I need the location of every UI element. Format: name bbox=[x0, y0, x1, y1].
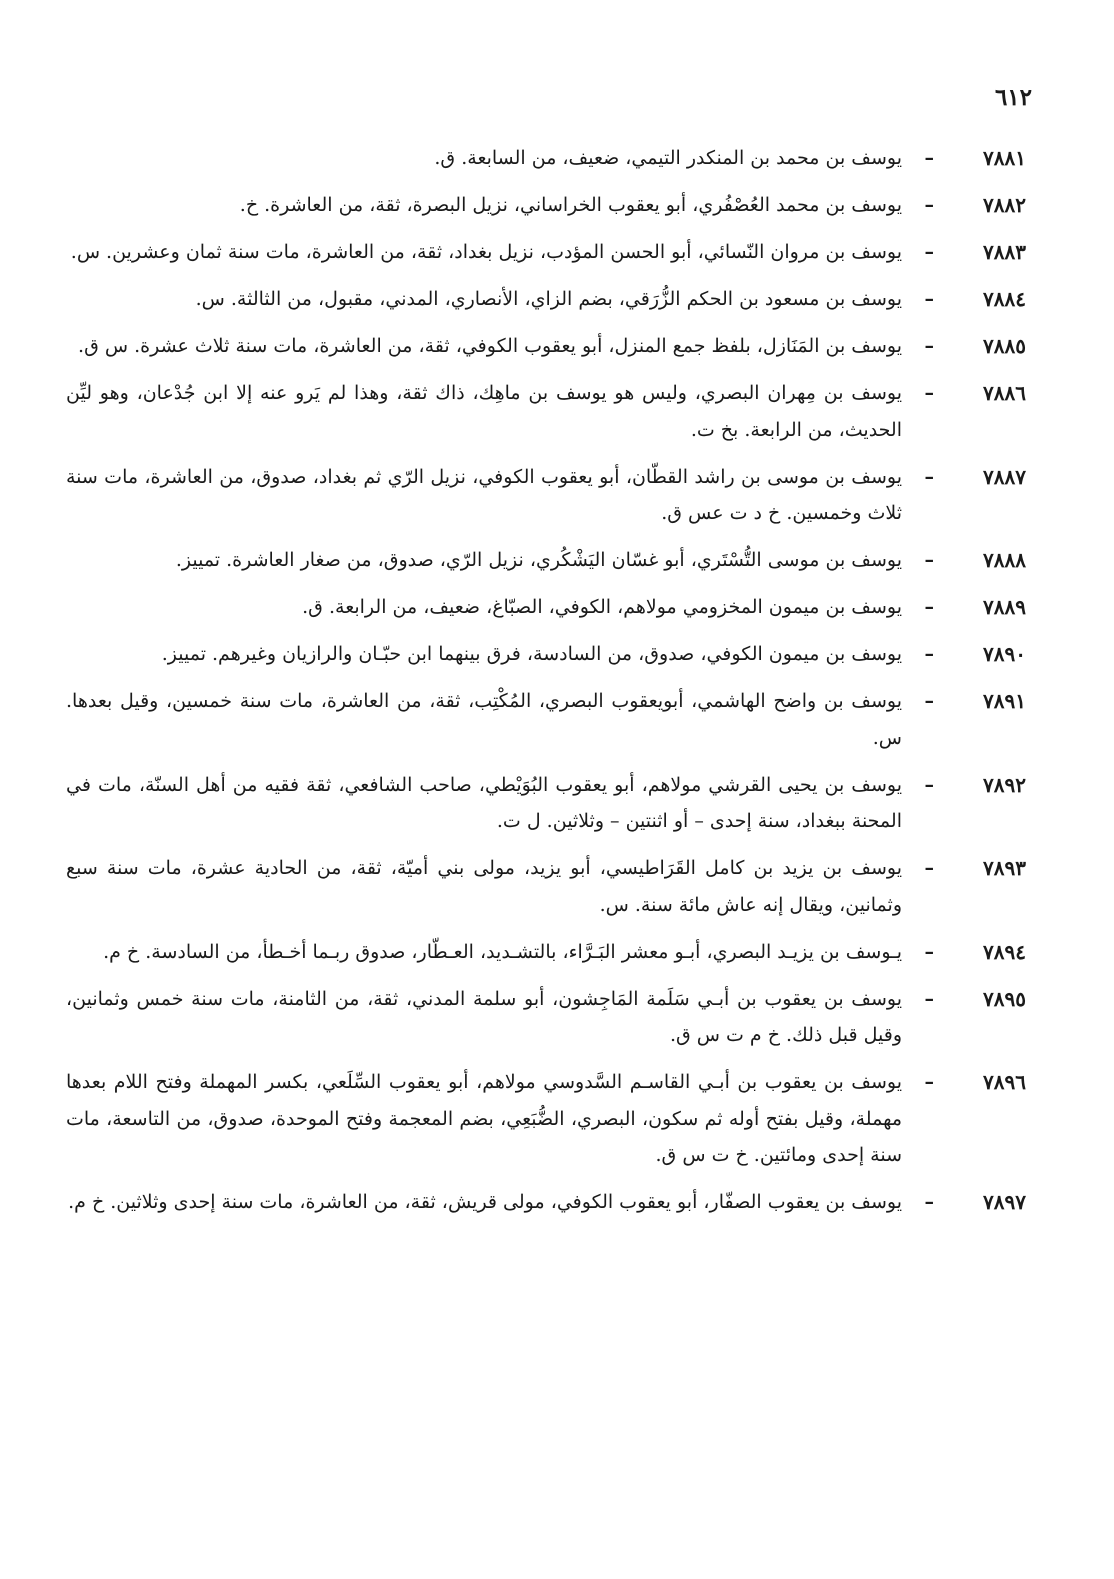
entry-text: يوسف بن موسى بن راشد القطّان، أبو يعقوب الكوفي، نزيل الرّي ثم بغداد، صدوق، من العاشرة، مات سنة ثلاث وخمسين. خ د ت عس ق. bbox=[66, 465, 902, 524]
entry-dash: – bbox=[924, 382, 934, 404]
entry-number: ٧٨٨٦ bbox=[983, 381, 1026, 405]
entry-text: يوسف بن مِهران البصري، وليس هو يوسف بن ماهِك، ذاك ثقة، وهذا لم يَرو عنه إلا ابن جُدْعان، وهو ليِّن الحديث، من الرابعة. بخ ت. bbox=[66, 382, 902, 441]
entry-number: ٧٨٨٢ bbox=[983, 193, 1026, 217]
narrator-entry bbox=[66, 636, 1026, 673]
narrator-entry bbox=[66, 328, 1026, 365]
entry-number: ٧٨٨١ bbox=[983, 146, 1026, 170]
entry-number: ٧٨٩٧ bbox=[983, 1190, 1026, 1214]
narrator-entry bbox=[66, 1064, 1026, 1174]
entry-dash: – bbox=[924, 773, 934, 796]
entry-text: يوسف بن يحيى القرشي مولاهم، أبو يعقوب البُوَيْطي، صاحب الشافعي، ثقة فقيه من أهل السنّة، مات في المحنة ببغداد، سنة إحدى – أو اثنتين – وثلاثين. ل ت. bbox=[66, 773, 902, 832]
narrator-entry bbox=[66, 981, 1026, 1054]
narrator-entry bbox=[66, 281, 1026, 318]
entry-dash: – bbox=[924, 194, 934, 216]
narrator-entry bbox=[66, 234, 1026, 271]
narrator-entries-list bbox=[66, 140, 1026, 1231]
entry-number: ٧٨٩٣ bbox=[983, 856, 1026, 880]
narrator-entry bbox=[66, 767, 1026, 840]
narrator-entry bbox=[66, 140, 1026, 177]
narrator-entry bbox=[66, 589, 1026, 626]
entry-text: يوسف بن يزيد بن كامل القَرَاطيسي، أبو يزيد، مولى بني أميّة، ثقة، من الحادية عشرة، مات سنة سبع وثمانين، ويقال إنه عاش مائة سنة. س. bbox=[66, 857, 902, 916]
entry-text: يوسف بن محمد بن المنكدر التيمي، ضعيف، من السابعة. ق. bbox=[434, 147, 902, 169]
page-number: ٦١٢ bbox=[994, 84, 1032, 111]
narrator-entry bbox=[66, 542, 1026, 579]
entry-text: يوسف بن مسعود بن الحكم الزُّرَقي، بضم الزاي، الأنصاري، المدني، مقبول، من الثالثة. س. bbox=[195, 288, 902, 310]
entry-text: يوسف بن ميمون المخزومي مولاهم، الكوفي، الصبّاغ، ضعيف، من الرابعة. ق. bbox=[302, 596, 902, 618]
entry-number: ٧٨٩٢ bbox=[983, 772, 1026, 797]
entry-text: يوسف بن واضح الهاشمي، أبويعقوب البصري، المُكْتِب، ثقة، من العاشرة، مات سنة خمسين، وقيل بعدها. س. bbox=[66, 690, 902, 749]
entry-text: يوسف بن المَنَازل، بلفظ جمع المنزل، أبو يعقوب الكوفي، ثقة، من العاشرة، مات سنة ثلاث عشرة. س ق. bbox=[78, 335, 902, 357]
narrator-entry bbox=[66, 187, 1026, 224]
narrator-entry bbox=[66, 375, 1026, 448]
entry-number: ٧٨٨٧ bbox=[983, 464, 1026, 489]
entry-dash: – bbox=[924, 643, 934, 665]
entry-text: يوسف بن مروان النّسائي، أبو الحسن المؤدب، نزيل بغداد، ثقة، من العاشرة، مات سنة ثمان وعشرين. س. bbox=[70, 241, 902, 263]
entry-text: يوسف بن موسى التُّسْتَري، أبو غسّان اليَشْكُري، نزيل الرّي، صدوق، من صغار العاشرة. تمييز. bbox=[175, 549, 902, 571]
entry-dash: – bbox=[924, 549, 934, 571]
entry-number: ٧٨٩٥ bbox=[983, 986, 1026, 1011]
entry-dash: – bbox=[924, 335, 934, 357]
entry-text: يوسف بن ميمون الكوفي، صدوق، من السادسة، فرق بينهما ابن حبّـان والرازيان وغيرهم. تمييز. bbox=[161, 643, 902, 665]
narrator-entry bbox=[66, 1184, 1026, 1221]
narrator-entry bbox=[66, 850, 1026, 923]
entry-number: ٧٨٨٥ bbox=[983, 334, 1026, 358]
entry-text: يوسف بن محمد العُصْفُري، أبو يعقوب الخراساني، نزيل البصرة، ثقة، من العاشرة. خ. bbox=[239, 194, 902, 216]
entry-number: ٧٨٨٤ bbox=[983, 287, 1026, 311]
narrator-entry bbox=[66, 683, 1026, 756]
entry-number: ٧٨٩٦ bbox=[983, 1070, 1026, 1094]
entry-number: ٧٨٨٨ bbox=[983, 548, 1026, 572]
entry-dash: – bbox=[924, 288, 934, 310]
entry-dash: – bbox=[924, 940, 934, 963]
entry-text: يوسف بن يعقوب بن أبـي القاسـم السَّدوسي مولاهم، أبو يعقوب السِّلَعي، بكسر المهملة وفتح اللام بعدها مهملة، وقيل بفتح أوله ثم سكون، البصري، الضُّبَعِي، بضم المعجمة وفتح الموحدة، صدوق، من التاسعة، مات سنة إحدى ومائتين. خ ت س ق. bbox=[66, 1071, 902, 1166]
entry-dash: – bbox=[924, 690, 934, 712]
entry-dash: – bbox=[924, 987, 934, 1010]
entry-dash: – bbox=[924, 465, 934, 488]
entry-dash: – bbox=[924, 147, 934, 169]
entry-dash: – bbox=[924, 857, 934, 879]
entry-dash: – bbox=[924, 596, 934, 618]
entry-dash: – bbox=[924, 241, 934, 263]
entry-text: يوسف بن يعقوب الصفّار، أبو يعقوب الكوفي، مولى قريش، ثقة، من العاشرة، مات سنة إحدى وثلاثين. خ م. bbox=[68, 1191, 902, 1213]
entry-number: ٧٨٩١ bbox=[983, 689, 1026, 713]
entry-number: ٧٨٨٩ bbox=[983, 595, 1026, 619]
entry-dash: – bbox=[924, 1071, 934, 1093]
entry-number: ٧٨٩٤ bbox=[983, 939, 1026, 964]
entry-dash: – bbox=[924, 1191, 934, 1213]
entry-number: ٧٨٩٠ bbox=[983, 642, 1026, 666]
narrator-entry bbox=[66, 459, 1026, 532]
entry-number: ٧٨٨٣ bbox=[983, 240, 1026, 264]
entry-text: يوسف بن يعقوب بن أبـي سَلَمة المَاجِشون، أبو سلمة المدني، ثقة، من الثامنة، مات سنة خمس وثمانين، وقيل قبل ذلك. خ م ت س ق. bbox=[66, 987, 902, 1046]
entry-text: يـوسف بن يزيـد البصري، أبـو معشر البَـرَّاء، بالتشـديد، العـطّار، صدوق ربـما أخـطأ، من السادسة. خ م. bbox=[103, 940, 902, 963]
narrator-entry bbox=[66, 934, 1026, 971]
